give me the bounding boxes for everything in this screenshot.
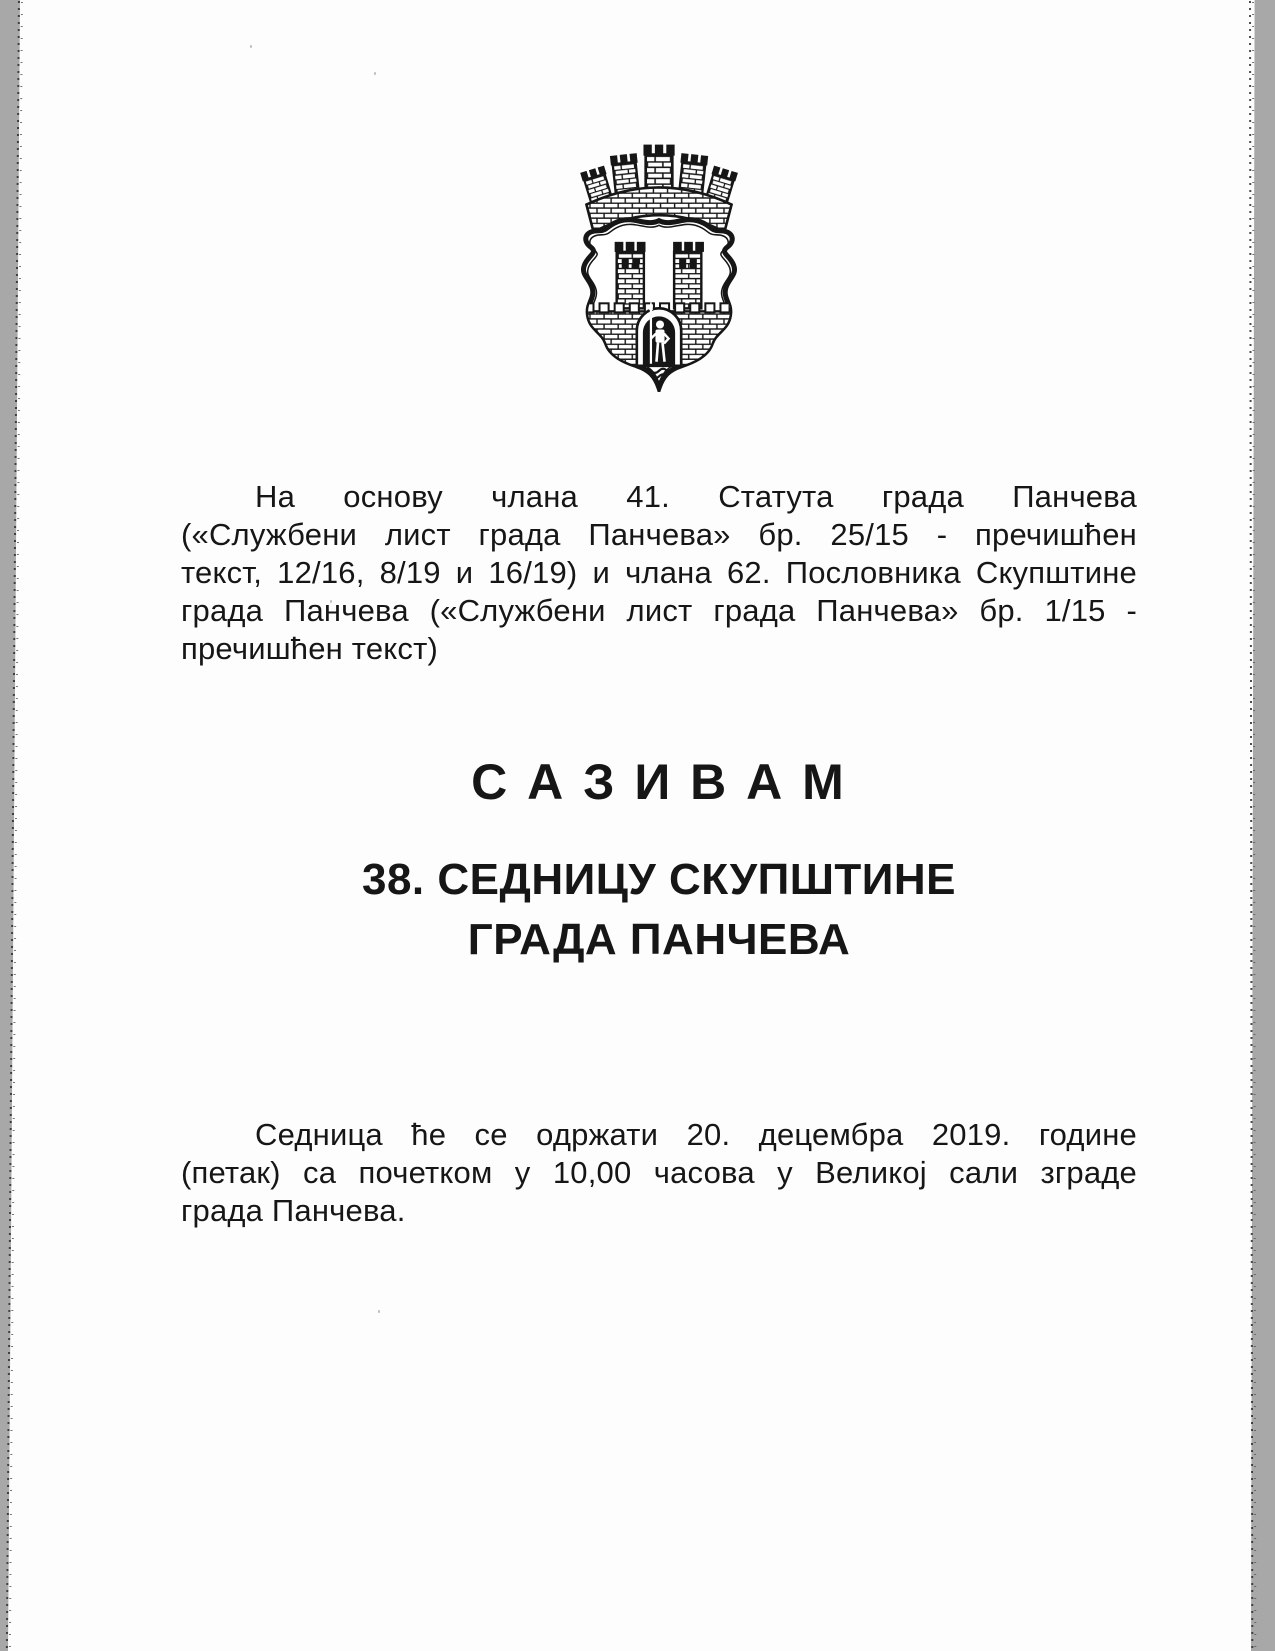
details-line: града Панчева.	[181, 1193, 406, 1228]
heading-session-line1: 38. СЕДНИЦУ СКУПШТИНЕ	[361, 855, 957, 904]
scan-speck	[378, 1310, 380, 1313]
intro-line: На основу члана 41. Статута града Панчева	[255, 479, 1137, 514]
intro-line: текст, 12/16, 8/19 и 16/19) и члана 62. Пословника Скупштине	[181, 555, 1137, 590]
intro-line: пречишћен текст)	[181, 631, 439, 666]
pancevo-coat-of-arms-icon	[572, 132, 746, 392]
details-line: (петак) са почетком у 10,00 часова у Великој сали зграде	[181, 1155, 1137, 1190]
intro-paragraph	[181, 478, 1137, 668]
heading-convoke: С А З И В А М	[471, 754, 847, 810]
heading-session-line2: ГРАДА ПАНЧЕВА	[467, 915, 851, 964]
heading-session	[181, 850, 1137, 970]
session-details-paragraph	[181, 1116, 1137, 1230]
coat-of-arms	[572, 132, 746, 392]
document-content	[181, 0, 1137, 1230]
details-line: Седница ће се одржати 20. децембра 2019. године	[255, 1117, 1137, 1152]
intro-line: града Панчева («Службени лист града Панчева» бр. 1/15 -	[181, 593, 1137, 628]
intro-line: («Службени лист града Панчева» бр. 25/15 - пречишћен	[181, 517, 1137, 552]
